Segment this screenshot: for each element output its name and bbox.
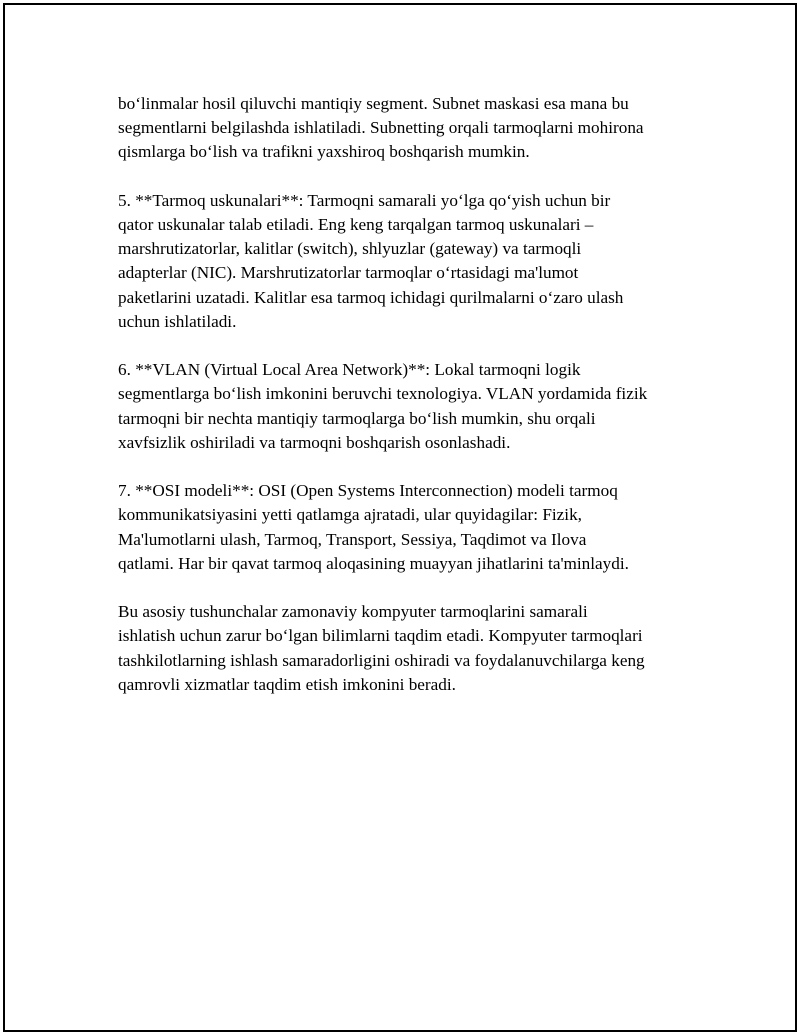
- paragraph-network-equipment: 5. **Tarmoq uskunalari**: Tarmoqni samarali yo‘lga qo‘yish uchun bir qator uskunalar talab etiladi. Eng keng tarqalgan tarmoq uskunalari – marshrutizatorlar, kalitlar (switch), shlyuzlar (gateway) va tarmoqli adapterlar (NIC). Marshrutizatorlar tarmoqlar o‘rtasidagi ma'lumot paketlarini uzatadi. Kalitlar esa tarmoq ichidagi qurilmalarni o‘zaro ulash uchun ishlatiladi.: [118, 190, 624, 331]
- paragraph-conclusion: Bu asosiy tushunchalar zamonaviy kompyuter tarmoqlarini samarali ishlatish uchun zarur bo‘lgan bilimlarni taqdim etadi. Kompyuter tarmoqlari tashkilotlarning ishlash samaradorligini oshiradi va foydalanuvchilarga keng qamrovli xizmatlar taqdim etish imkonini beradi.: [118, 602, 645, 694]
- paragraph-vlan: 6. **VLAN (Virtual Local Area Network)**: Lokal tarmoqni logik segmentlarga bo‘lish imkonini beruvchi texnologiya. VLAN yordamida fizik tarmoqni bir nechta mantiqiy tarmoqlarga bo‘lish mumkin, shu orqali xavfsizlik oshiriladi va tarmoqni boshqarish osonlashadi.: [118, 360, 648, 452]
- document-body: [118, 92, 698, 721]
- paragraph-subnetting: bo‘linmalar hosil qiluvchi mantiqiy segment. Subnet maskasi esa mana bu segmentlarni belgilashda ishlatiladi. Subnetting orqali tarmoqlarni mohirona qismlarga bo‘lish va trafikni yaxshiroq boshqarish mumkin.: [118, 94, 644, 162]
- paragraph-osi-model: 7. **OSI modeli**: OSI (Open Systems Interconnection) modeli tarmoq kommunikatsiyasini yetti qatlamga ajratadi, ular quyidagilar: Fizik, Ma'lumotlarni ulash, Tarmoq, Transport, Sessiya, Taqdimot va Ilova qatlami. Har bir qavat tarmoq aloqasining muayyan jihatlarini ta'minlaydi.: [118, 481, 629, 573]
